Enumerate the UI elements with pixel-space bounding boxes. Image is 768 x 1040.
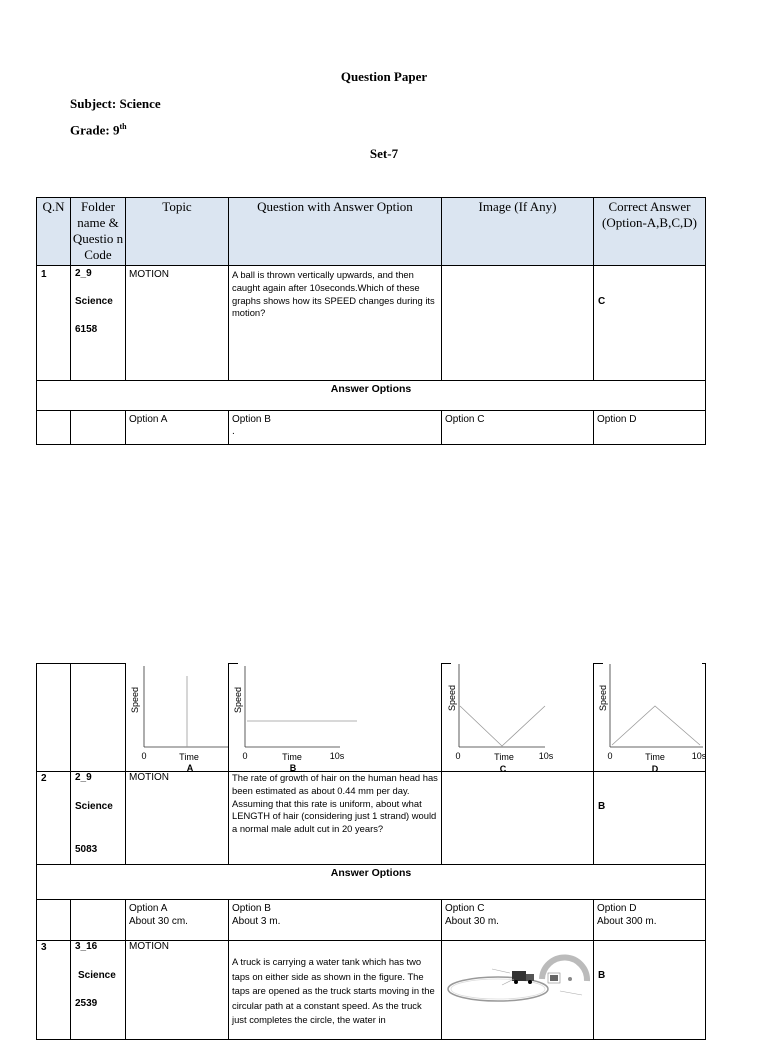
graph-d-x-label: Time (645, 752, 665, 762)
q1-code: 6158 (75, 324, 98, 335)
q3-subject: Science (78, 970, 116, 981)
header-qn: Q.N (36, 197, 71, 266)
q3-folder: 3_16 (75, 941, 98, 952)
q1-option-a: Option A (125, 410, 229, 445)
q3-image-cell (441, 940, 594, 1040)
q2-question-text: The rate of growth of hair on the human head has been estimated as about 0.44 mm per day. Assuming that this rate is uniform, about what LENGTH of hair (considering just 1 strand) would a normal male adult cut in 20 years? (228, 771, 442, 865)
q2-option-c-value: About 30 m. (445, 915, 499, 927)
q2-option-b-label: Option B (232, 903, 271, 914)
graph-d-y-label: Speed (598, 684, 608, 712)
q3-topic: MOTION (125, 940, 229, 1040)
graph-c-x-label: Time (494, 752, 514, 762)
q2-answer-options-label: Answer Options (36, 864, 706, 900)
q1-answer-options-label: Answer Options (36, 380, 706, 411)
q1-subject: Science (75, 296, 113, 307)
q1-option-d: Option D (593, 410, 706, 445)
q3-question-text: A truck is carrying a water tank which has two taps on either side as shown in the figure. The taps are opened as the truck starts moving in the circular path at a constant speed. As the truck just completes the circle, the water in (228, 940, 442, 1040)
header-correct-answer: Correct Answer (Option-A,B,C,D) (593, 197, 706, 266)
q2-option-c (441, 899, 594, 941)
truck-circular-path-figure (442, 941, 593, 1039)
q2-subject: Science (75, 801, 113, 812)
q2-option-c-label: Option C (445, 903, 485, 914)
q2-opt-empty-2 (70, 899, 126, 941)
graph-d-line (612, 706, 700, 745)
q2-option-d-label: Option D (597, 903, 637, 914)
q1-folder: 2_9 (75, 268, 92, 279)
q2-option-d-value: About 300 m. (597, 915, 657, 927)
q2-image-cell (441, 771, 594, 865)
graph-a-zero: 0 (141, 751, 147, 761)
graph-a-x-label: Time (179, 752, 199, 762)
graph-c-line (460, 706, 545, 746)
q2-option-a (125, 899, 229, 941)
graph-b-zero: 0 (242, 751, 248, 761)
q2-folder: 2_9 (75, 772, 92, 783)
header-question: Question with Answer Option (228, 197, 442, 266)
q2-option-b (228, 899, 442, 941)
graph-d-ten: 10s (691, 751, 707, 761)
graph-b-letter: B (289, 763, 297, 773)
header-image: Image (If Any) (441, 197, 594, 266)
graph-c-y-label: Speed (447, 684, 457, 712)
graph-b-x-label: Time (282, 752, 302, 762)
header-topic: Topic (125, 197, 229, 266)
q3-code: 2539 (75, 998, 98, 1009)
truck-icon (512, 971, 526, 981)
graph-d-zero: 0 (607, 751, 613, 761)
graph-c-letter: C (499, 764, 507, 774)
q3-folder-cell (70, 940, 126, 1040)
graph-c-ten: 10s (538, 751, 554, 761)
q1-correct-answer: C (593, 265, 706, 381)
graph-d-letter: D (651, 764, 659, 774)
q3-correct-answer: B (593, 940, 706, 1040)
graph-c-zero: 0 (455, 751, 461, 761)
q2-number: 2 (36, 771, 71, 865)
graph-a-letter: A (186, 763, 194, 773)
subject-line: Subject: Science (70, 96, 161, 111)
q2-option-b-value: About 3 m. (232, 915, 281, 927)
q2-correct-answer: B (593, 771, 706, 865)
paper-title: Question Paper (340, 69, 428, 84)
q1-option-b: Option B (232, 414, 271, 425)
q2-option-a-label: Option A (129, 903, 168, 914)
q2-topic: MOTION (125, 771, 229, 865)
q2-option-d (593, 899, 706, 941)
q3-number: 3 (36, 940, 71, 1040)
q1-option-b-dot: . (232, 425, 235, 437)
grade-text: Grade: 9 (70, 122, 120, 138)
q1-topic: MOTION (125, 265, 229, 381)
q2-option-a-value: About 30 cm. (129, 915, 188, 927)
header-folder: Folder name & Questio n Code (70, 197, 126, 266)
q1-number: 1 (36, 265, 71, 381)
q2-folder-cell (70, 771, 126, 865)
graph-b-ten: 10s (329, 751, 345, 761)
graph-b-y-label: Speed (233, 686, 243, 714)
graph-a-y-label: Speed (130, 686, 140, 714)
set-label: Set-7 (369, 146, 399, 161)
q1-question-text: A ball is thrown vertically upwards, and then caught again after 10seconds.Which of these graphs shows how its SPEED changes during its motion? (228, 265, 442, 381)
q2-code: 5083 (75, 844, 98, 855)
q1-option-c: Option C (441, 410, 594, 445)
q2-opt-empty-1 (36, 899, 71, 941)
grade-superscript: th (119, 122, 127, 131)
